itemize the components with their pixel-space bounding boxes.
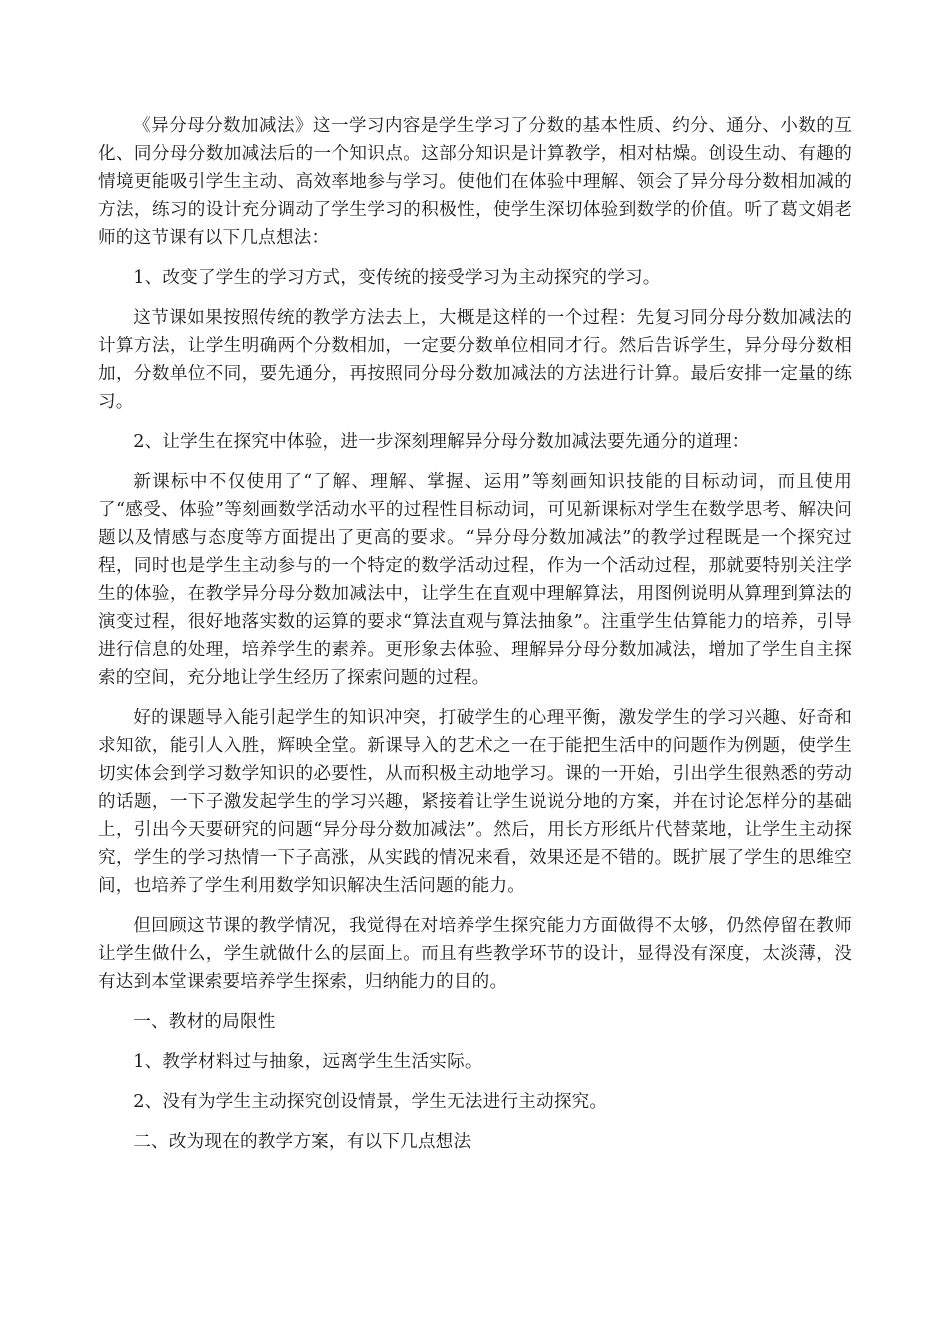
paragraph-intro: 《异分母分数加减法》这一学习内容是学生学习了分数的基本性质、约分、通分、小数的互化、同分母分数加减法后的一个知识点。这部分知识是计算教学，相对枯燥。创设生动、有趣的情境更能吸引学生主动、高效率地参与学习。使他们在体验中理解、领会了异分母分数相加减的方法，练习的设计充分调动了学生学习的积极性，使学生深切体验到数学的价值。听了葛文娟老师的这节课有以下几点想法： bbox=[98, 116, 852, 248]
section-1-heading: 一、教材的局限性 bbox=[133, 1012, 276, 1032]
point-2-heading: 2、让学生在探究中体验，进一步深刻理解异分母分数加减法要先通分的道理： bbox=[133, 432, 750, 452]
point-1-heading: 1、改变了学生的学习方式，变传统的接受学习为主动探究的学习。 bbox=[133, 268, 661, 288]
paragraph-traditional-method: 这节课如果按照传统的教学方法去上，大概是这样的一个过程：先复习同分母分数加减法的计算方法，让学生明确两个分数相加，一定要分数单位相同才行。然后告诉学生，异分母分数相加，分数单位不同，要先通分，再按照同分母分数加减法的方法进行计算。最后安排一定量的练习。 bbox=[98, 308, 852, 412]
section-2-heading: 二、改为现在的教学方案，有以下几点想法 bbox=[133, 1132, 472, 1152]
paragraph-lesson-intro: 好的课题导入能引起学生的知识冲突，打破学生的心理平衡，激发学生的学习兴趣、好奇和求知欲，能引人入胜，辉映全堂。新课导入的艺术之一在于能把生活中的问题作为例题，使学生切实体会到学习数学知识的必要性，从而积极主动地学习。课的一开始，引出学生很熟悉的劳动的话题，一下子激发起学生的学习兴趣，紧接着让学生说说分地的方案，并在讨论怎样分的基础上，引出今天要研究的问题“异分母分数加减法”。然后，用长方形纸片代替菜地，让学生主动探究，学生的学习热情一下子高涨，从实践的情况来看，效果还是不错的。既扩展了学生的思维空间，也培养了学生利用数学知识解决生活问题的能力。 bbox=[98, 708, 852, 896]
document-body bbox=[98, 112, 852, 1168]
section-1-item-2: 2、没有为学生主动探究创设情景，学生无法进行主动探究。 bbox=[133, 1092, 608, 1112]
paragraph-reflection: 但回顾这节课的教学情况，我觉得在对培养学生探究能力方面做得不太够，仍然停留在教师让学生做什么，学生就做什么的层面上。而且有些教学环节的设计，显得没有深度，太淡薄，没有达到本堂课索要培养学生探索，归纳能力的目的。 bbox=[98, 916, 852, 992]
paragraph-new-curriculum: 新课标中不仅使用了“了解、理解、掌握、运用”等刻画知识技能的目标动词，而且使用了“感受、体验”等刻画数学活动水平的过程性目标动词，可见新课标对学生在数学思考、解决问题以及情感与态度等方面提出了更高的要求。“异分母分数加减法”的教学过程既是一个探究过程，同时也是学生主动参与的一个特定的数学活动过程，作为一个活动过程，那就要特别关注学生的体验，在教学异分母分数加减法中，让学生在直观中理解算法，用图例说明从算理到算法的演变过程，很好地落实数的运算的要求“算法直观与算法抽象”。注重学生估算能力的培养，引导进行信息的处理，培养学生的素养。更形象去体验、理解异分母分数加减法，增加了学生自主探索的空间，充分地让学生经历了探索问题的过程。 bbox=[98, 472, 852, 688]
section-1-item-1: 1、教学材料过与抽象，远离学生生活实际。 bbox=[133, 1052, 483, 1072]
